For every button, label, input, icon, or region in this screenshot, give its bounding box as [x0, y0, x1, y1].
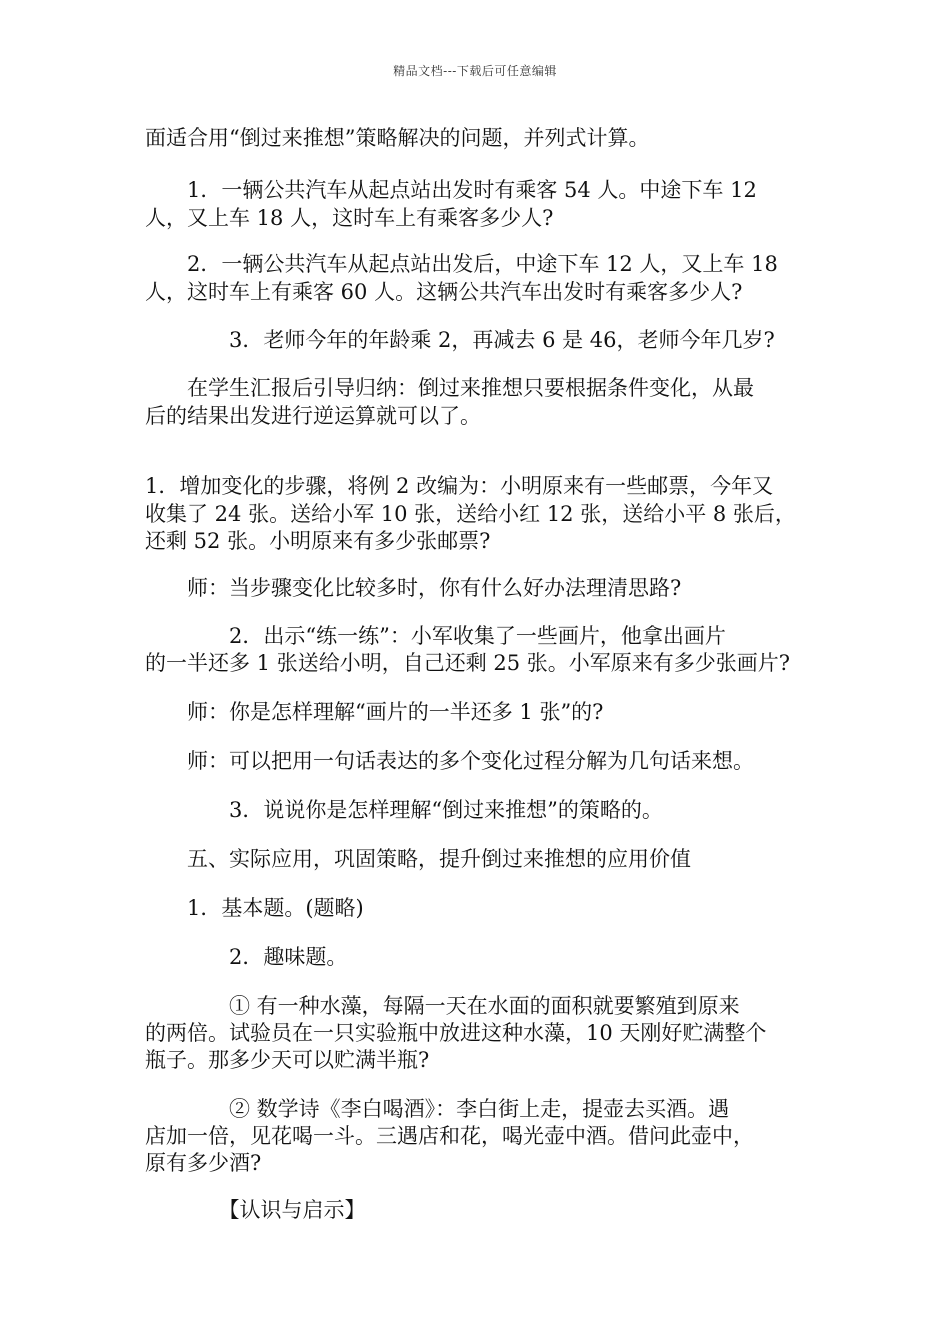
text-line: 师：可以把用一句话表达的多个变化过程分解为几句话来想。 [145, 749, 754, 773]
text-line: 3．老师今年的年龄乘 2，再减去 6 是 46，老师今年几岁? [145, 328, 775, 352]
text-line: 3．说说你是怎样理解“倒过来推想”的策略的。 [145, 798, 663, 822]
text-line: ② 数学诗《李白喝酒》：李白街上走，提壶去买酒。遇 [145, 1097, 730, 1121]
section-heading: 【认识与启示】 [145, 1198, 366, 1222]
text-line: ① 有一种水藻，每隔一天在水面的面积就要繁殖到原来 [145, 994, 740, 1018]
text-line: 的一半还多 1 张送给小明，自己还剩 25 张。小军原来有多少张画片? [145, 651, 791, 675]
text-line: 2．出示“练一练”：小军收集了一些画片，他拿出画片 [145, 624, 726, 648]
text-line: 1．基本题。(题略) [145, 896, 364, 920]
text-line: 五、实际应用，巩固策略，提升倒过来推想的应用价值 [145, 847, 691, 871]
text-line: 收集了 24 张。送给小军 10 张，送给小红 12 张，送给小平 8 张后， [145, 502, 796, 526]
text-line: 的两倍。试验员在一只实验瓶中放进这种水藻，10 天刚好贮满整个 [145, 1021, 767, 1045]
text-line: 人，又上车 18 人，这时车上有乘客多少人? [145, 206, 554, 230]
text-line: 在学生汇报后引导归纳：倒过来推想只要根据条件变化，从最 [145, 376, 754, 400]
text-line: 1．一辆公共汽车从起点站出发时有乘客 54 人。中途下车 12 [145, 178, 757, 202]
text-line: 师：你是怎样理解“画片的一半还多 1 张”的? [145, 700, 604, 724]
text-line: 面适合用“倒过来推想”策略解决的问题，并列式计算。 [145, 126, 650, 150]
text-line: 师：当步骤变化比较多时，你有什么好办法理清思路? [145, 576, 682, 600]
text-line: 店加一倍，见花喝一斗。三遇店和花，喝光壶中酒。借问此壶中， [145, 1124, 754, 1148]
text-line: 还剩 52 张。小明原来有多少张邮票? [145, 529, 491, 553]
text-line: 1．增加变化的步骤，将例 2 改编为：小明原来有一些邮票，今年又 [145, 474, 774, 498]
text-line: 瓶子。那多少天可以贮满半瓶? [145, 1048, 430, 1072]
text-line: 后的结果出发进行逆运算就可以了。 [145, 404, 481, 428]
page-header: 精品文档---下载后可任意编辑 [393, 64, 557, 78]
text-line: 2．一辆公共汽车从起点站出发后，中途下车 12 人，又上车 18 [145, 252, 778, 276]
text-line: 人，这时车上有乘客 60 人。这辆公共汽车出发时有乘客多少人? [145, 280, 743, 304]
text-line: 原有多少酒? [145, 1151, 262, 1175]
text-line: 2．趣味题。 [145, 945, 348, 969]
